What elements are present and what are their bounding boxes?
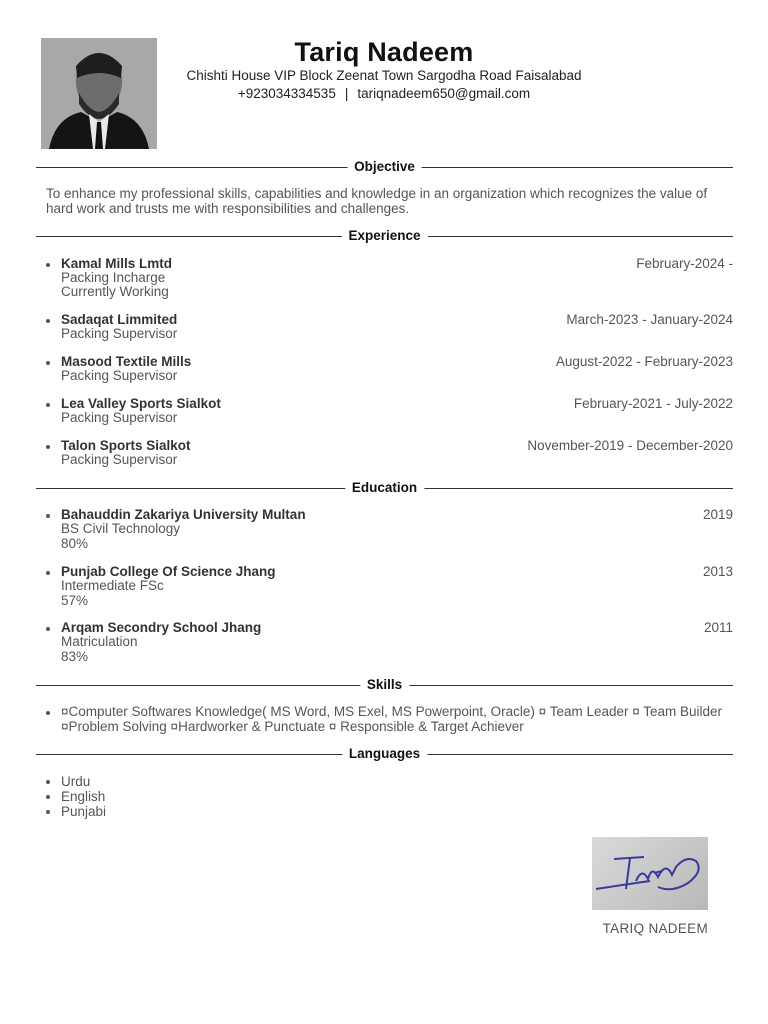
bullet: [46, 403, 50, 407]
year: 2011: [703, 620, 733, 635]
bullet: [46, 514, 50, 518]
bullet: [46, 571, 50, 575]
job-role: Packing Incharge: [61, 270, 166, 285]
skills-label: Skills: [360, 677, 409, 692]
skills-item: [46, 705, 733, 734]
languages-heading: [36, 746, 733, 762]
job-role: Packing Supervisor: [61, 368, 178, 383]
bullet: [46, 263, 50, 267]
signature-image: [592, 837, 708, 910]
year: 2019: [702, 507, 733, 522]
job-dates: November-2019 - December-2020: [527, 438, 733, 453]
job-role: Packing Supervisor: [61, 452, 178, 467]
language-name: Punjabi: [61, 804, 107, 819]
job-dates: February-2024 -: [636, 256, 733, 271]
objective-text: To enhance my professional skills, capabilities and knowledge in an organization which recognizes the value of hard work and trusts me with responsibilities and challenges.: [46, 186, 708, 216]
phone-number[interactable]: +923034334535: [237, 86, 336, 101]
job-dates: August-2022 - February-2023: [555, 354, 733, 369]
job-note: Currently Working: [61, 284, 169, 299]
candidate-name: Tariq Nadeem: [294, 37, 474, 67]
signature-scribble: [592, 837, 708, 910]
experience-heading: [36, 228, 733, 244]
education-label: Education: [345, 480, 424, 495]
bullet: [46, 445, 50, 449]
language-name: Urdu: [61, 774, 91, 789]
company-name: Lea Valley Sports Sialkot: [61, 396, 221, 411]
bullet: [46, 795, 50, 799]
objective-heading: [36, 159, 733, 175]
year: 2013: [702, 564, 733, 579]
skills-text: ¤Computer Softwares Knowledge( MS Word, MS Exel, MS Powerpoint, Oracle) ¤ Team Leader ¤ Team Builder ¤Problem Solving ¤Hardworker & Punctuate ¤ Responsible & Target Achiever: [61, 704, 723, 734]
bullet: [46, 780, 50, 784]
company-name: Sadaqat Limmited: [61, 312, 178, 327]
signature-name: TARIQ NADEEM: [602, 921, 708, 936]
address: Chishti House VIP Block Zeenat Town Sargodha Road Faisalabad: [186, 68, 582, 83]
bullet: [46, 810, 50, 814]
company-name: Kamal Mills Lmtd: [61, 256, 173, 271]
job-dates: March-2023 - January-2024: [566, 312, 733, 327]
company-name: Talon Sports Sialkot: [61, 438, 191, 453]
job-role: Packing Supervisor: [61, 410, 178, 425]
education-heading: [36, 480, 733, 496]
score: 57%: [61, 593, 89, 608]
degree: Matriculation: [61, 634, 138, 649]
job-dates: February-2021 - July-2022: [573, 396, 733, 411]
score: 83%: [61, 649, 89, 664]
institution-name: Arqam Secondry School Jhang: [61, 620, 262, 635]
bullet: [46, 361, 50, 365]
contact-separator: |: [344, 86, 349, 101]
degree: Intermediate FSc: [61, 578, 164, 593]
bullet: [46, 711, 50, 715]
degree: BS Civil Technology: [61, 521, 181, 536]
institution-name: Bahauddin Zakariya University Multan: [61, 507, 306, 522]
contact-line: [0, 86, 768, 101]
bullet: [46, 627, 50, 631]
institution-name: Punjab College Of Science Jhang: [61, 564, 276, 579]
company-name: Masood Textile Mills: [61, 354, 192, 369]
bullet: [46, 319, 50, 323]
experience-label: Experience: [341, 228, 427, 243]
objective-label: Objective: [347, 159, 422, 174]
email-link[interactable]: tariqnadeem650@gmail.com: [357, 86, 531, 101]
score: 80%: [61, 536, 89, 551]
languages-label: Languages: [342, 746, 427, 761]
language-name: English: [61, 789, 106, 804]
job-role: Packing Supervisor: [61, 326, 178, 341]
skills-heading: [36, 677, 733, 693]
